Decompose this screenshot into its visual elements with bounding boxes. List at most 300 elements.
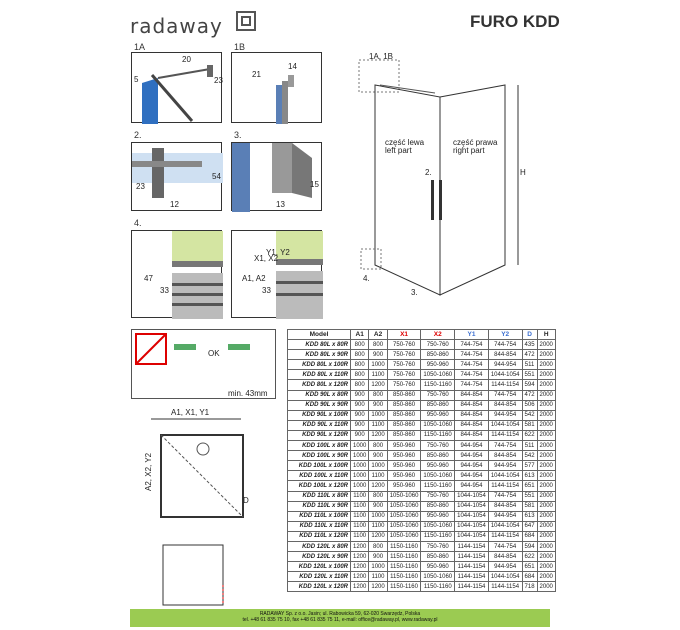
brand-logo-icon xyxy=(236,11,256,31)
table-cell: 1100 xyxy=(369,521,387,531)
table-cell: 744-754 xyxy=(488,390,522,400)
table-cell: 1000 xyxy=(369,511,387,521)
table-cell: 850-860 xyxy=(387,400,421,410)
table-cell: 944-954 xyxy=(488,562,522,572)
table-row xyxy=(288,582,556,592)
table-cell: 581 xyxy=(522,501,537,511)
table-cell: KDD 100L x 90R xyxy=(288,451,351,461)
table-cell: 750-760 xyxy=(387,340,421,350)
footer-bar xyxy=(130,609,550,627)
main-callout-1: 1A, 1B xyxy=(369,52,394,61)
table-cell: 750-760 xyxy=(421,390,455,400)
col-x2: X2 xyxy=(421,330,455,340)
table-cell: KDD 120L x 90R xyxy=(288,552,351,562)
table-cell: 1100 xyxy=(369,420,387,430)
table-header-row xyxy=(288,330,556,340)
table-cell: 744-754 xyxy=(488,441,522,451)
table-cell: 900 xyxy=(369,552,387,562)
table-cell: 750-760 xyxy=(421,541,455,551)
dimensions-table xyxy=(287,329,556,592)
table-cell: 1050-1060 xyxy=(387,511,421,521)
table-row xyxy=(288,461,556,471)
table-cell: 850-860 xyxy=(387,390,421,400)
table-cell: 2000 xyxy=(537,511,555,521)
table-cell: 551 xyxy=(522,370,537,380)
main-right-part-line2: right part xyxy=(453,146,485,155)
table-cell: 744-754 xyxy=(455,360,489,370)
table-cell: 944-954 xyxy=(455,461,489,471)
table-cell: 1200 xyxy=(351,562,369,572)
table-cell: 2000 xyxy=(537,531,555,541)
table-cell: 1144-1154 xyxy=(455,541,489,551)
table-cell: 1000 xyxy=(351,471,369,481)
table-cell: 900 xyxy=(369,400,387,410)
table-cell: KDD 90L x 80R xyxy=(288,390,351,400)
table-cell: 844-854 xyxy=(488,451,522,461)
table-cell: 850-860 xyxy=(421,552,455,562)
table-cell: 577 xyxy=(522,461,537,471)
table-cell: 744-754 xyxy=(455,350,489,360)
table-cell: 800 xyxy=(351,370,369,380)
table-row xyxy=(288,552,556,562)
table-row xyxy=(288,430,556,440)
col-a2: A2 xyxy=(369,330,387,340)
table-cell: 1044-1054 xyxy=(455,511,489,521)
table-row xyxy=(288,340,556,350)
table-cell: KDD 80L x 120R xyxy=(288,380,351,390)
table-cell: 1144-1154 xyxy=(455,562,489,572)
detail-4-dim-2: 33 xyxy=(160,286,169,295)
table-cell: 750-760 xyxy=(387,360,421,370)
table-cell: 1150-1160 xyxy=(387,541,421,551)
table-cell: 1144-1154 xyxy=(488,481,522,491)
detail-4-drawing xyxy=(132,231,223,319)
table-cell: 651 xyxy=(522,562,537,572)
main-h-label: H xyxy=(520,168,526,177)
table-cell: 1050-1060 xyxy=(421,420,455,430)
table-cell: 944-954 xyxy=(488,360,522,370)
table-cell: 2000 xyxy=(537,390,555,400)
table-cell: 2000 xyxy=(537,410,555,420)
table-cell: 1050-1060 xyxy=(387,531,421,541)
table-cell: 2000 xyxy=(537,521,555,531)
detail-1a-drawing xyxy=(132,53,223,124)
table-row xyxy=(288,531,556,541)
table-cell: 651 xyxy=(522,481,537,491)
table-cell: 506 xyxy=(522,400,537,410)
table-cell: 900 xyxy=(351,390,369,400)
table-cell: 744-754 xyxy=(488,491,522,501)
table-cell: 844-854 xyxy=(455,420,489,430)
table-cell: 1100 xyxy=(351,521,369,531)
table-cell: 750-760 xyxy=(387,380,421,390)
table-cell: 850-860 xyxy=(421,501,455,511)
table-cell: 1044-1054 xyxy=(488,370,522,380)
detail-1b-label: 1B xyxy=(234,42,246,52)
detail-3-label: 3. xyxy=(234,130,242,140)
main-callout-4: 4. xyxy=(363,274,370,283)
table-cell: KDD 80L x 110R xyxy=(288,370,351,380)
table-cell: 551 xyxy=(522,491,537,501)
table-cell: 744-754 xyxy=(488,541,522,551)
table-row xyxy=(288,451,556,461)
table-cell: 950-960 xyxy=(387,461,421,471)
table-cell: 944-954 xyxy=(455,451,489,461)
table-row xyxy=(288,360,556,370)
table-cell: 1100 xyxy=(351,491,369,501)
detail-4-panel xyxy=(131,230,222,318)
table-cell: 1150-1160 xyxy=(387,562,421,572)
table-cell: 800 xyxy=(369,340,387,350)
install-ok-label: OK xyxy=(208,349,220,358)
table-cell: KDD 120L x 110R xyxy=(288,572,351,582)
table-cell: 594 xyxy=(522,541,537,551)
table-cell: 581 xyxy=(522,420,537,430)
table-cell: 2000 xyxy=(537,552,555,562)
plan-side-dims: A2, X2, Y2 xyxy=(144,452,153,491)
table-cell: 1000 xyxy=(369,461,387,471)
table-row xyxy=(288,471,556,481)
table-cell: 542 xyxy=(522,410,537,420)
table-cell: KDD 90L x 110R xyxy=(288,420,351,430)
table-cell: 950-960 xyxy=(421,461,455,471)
table-row xyxy=(288,511,556,521)
table-cell: 800 xyxy=(351,360,369,370)
table-cell: 844-854 xyxy=(488,501,522,511)
table-row xyxy=(288,501,556,511)
table-cell: KDD 80L x 80R xyxy=(288,340,351,350)
detail-3-dim-1: 15 xyxy=(310,180,319,189)
table-cell: 1150-1160 xyxy=(421,481,455,491)
table-cell: 2000 xyxy=(537,451,555,461)
table-cell: 2000 xyxy=(537,380,555,390)
table-cell: KDD 90L x 120R xyxy=(288,430,351,440)
table-cell: 950-960 xyxy=(421,360,455,370)
col-d: D xyxy=(522,330,537,340)
table-cell: KDD 110L x 90R xyxy=(288,501,351,511)
table-cell: 1144-1154 xyxy=(488,531,522,541)
table-cell: 750-760 xyxy=(387,370,421,380)
table-cell: 613 xyxy=(522,471,537,481)
main-right-part-line1: część prawa xyxy=(453,138,498,147)
footer-address: RADAWAY Sp. z o.o. Jasin; ul. Rabowicka 59, 62-020 Swarzędz, Polska xyxy=(259,611,421,617)
detail-4b-panel xyxy=(231,230,322,318)
table-row xyxy=(288,572,556,582)
detail-2-drawing xyxy=(132,143,223,212)
install-warning-drawing xyxy=(132,330,277,400)
table-cell: 1000 xyxy=(351,451,369,461)
table-cell: 1144-1154 xyxy=(488,430,522,440)
col-h: H xyxy=(537,330,555,340)
table-cell: 1150-1160 xyxy=(421,380,455,390)
table-cell: 744-754 xyxy=(488,340,522,350)
table-cell: 944-954 xyxy=(455,441,489,451)
detail-1a-panel xyxy=(131,52,222,123)
footer-contact: tel. +48 61 835 75 10, fax +48 61 835 75 11, e-mail: office@radaway.pl, www.radaway.pl xyxy=(242,617,438,623)
table-cell: 1150-1160 xyxy=(421,531,455,541)
table-cell: 844-854 xyxy=(455,410,489,420)
detail-2-label: 2. xyxy=(134,130,142,140)
table-row xyxy=(288,491,556,501)
table-cell: 511 xyxy=(522,441,537,451)
detail-2-dim-1: 54 xyxy=(212,172,221,181)
table-cell: KDD 110L x 80R xyxy=(288,491,351,501)
plan-top-dims: A1, X1, Y1 xyxy=(171,408,210,417)
table-row xyxy=(288,562,556,572)
table-cell: 1044-1054 xyxy=(455,491,489,501)
table-cell: 800 xyxy=(351,340,369,350)
detail-3-dim-2: 13 xyxy=(276,200,285,209)
detail-2-dim-2: 23 xyxy=(136,182,145,191)
table-cell: 2000 xyxy=(537,400,555,410)
plan-d-label: D xyxy=(243,496,249,505)
table-cell: 2000 xyxy=(537,370,555,380)
table-cell: 2000 xyxy=(537,562,555,572)
table-cell: 1044-1054 xyxy=(488,572,522,582)
detail-1b-dim-1: 14 xyxy=(288,62,297,71)
table-row xyxy=(288,541,556,551)
table-cell: 950-960 xyxy=(421,562,455,572)
table-cell: 1200 xyxy=(351,582,369,592)
table-cell: 850-860 xyxy=(387,420,421,430)
install-min-label: min. 43mm xyxy=(228,389,268,398)
table-cell: 750-760 xyxy=(387,350,421,360)
table-cell: 2000 xyxy=(537,461,555,471)
table-cell: 1200 xyxy=(351,572,369,582)
table-cell: 1050-1060 xyxy=(421,572,455,582)
table-cell: 1000 xyxy=(351,461,369,471)
table-cell: 1150-1160 xyxy=(421,430,455,440)
table-cell: 622 xyxy=(522,552,537,562)
main-left-part-line1: część lewa xyxy=(385,138,425,147)
table-row xyxy=(288,410,556,420)
table-row xyxy=(288,521,556,531)
table-cell: 1100 xyxy=(351,511,369,521)
table-cell: 750-760 xyxy=(421,491,455,501)
table-cell: KDD 80L x 100R xyxy=(288,360,351,370)
detail-4b-dim-1: A1, A2 xyxy=(242,274,266,283)
detail-4b-dim-3: Y1, Y2 xyxy=(266,248,290,257)
table-cell: KDD 110L x 110R xyxy=(288,521,351,531)
table-cell: 2000 xyxy=(537,471,555,481)
detail-1a-dim-1: 20 xyxy=(182,55,191,64)
table-cell: 1044-1054 xyxy=(488,471,522,481)
table-cell: 1144-1154 xyxy=(455,572,489,582)
table-cell: 850-860 xyxy=(387,410,421,420)
table-cell: 844-854 xyxy=(455,430,489,440)
detail-1b-dim-2: 21 xyxy=(252,70,261,79)
detail-1b-drawing xyxy=(232,53,323,124)
col-y1: Y1 xyxy=(455,330,489,340)
table-cell: 900 xyxy=(351,400,369,410)
table-cell: 900 xyxy=(369,451,387,461)
table-row xyxy=(288,400,556,410)
table-cell: 613 xyxy=(522,511,537,521)
table-cell: 647 xyxy=(522,521,537,531)
table-cell: 844-854 xyxy=(455,390,489,400)
table-cell: 844-854 xyxy=(488,552,522,562)
table-cell: 944-954 xyxy=(488,410,522,420)
table-cell: 750-760 xyxy=(421,441,455,451)
main-callout-3: 3. xyxy=(411,288,418,297)
table-cell: 744-754 xyxy=(455,380,489,390)
table-cell: 1050-1060 xyxy=(387,491,421,501)
table-cell: 472 xyxy=(522,390,537,400)
table-cell: 1000 xyxy=(369,562,387,572)
table-cell: KDD 100L x 110R xyxy=(288,471,351,481)
table-cell: 472 xyxy=(522,350,537,360)
table-cell: 1150-1160 xyxy=(387,552,421,562)
install-warning-panel xyxy=(131,329,276,399)
table-row xyxy=(288,380,556,390)
table-cell: 850-860 xyxy=(387,430,421,440)
table-cell: 1150-1160 xyxy=(421,582,455,592)
table-cell: KDD 120L x 100R xyxy=(288,562,351,572)
main-callout-2: 2. xyxy=(425,168,432,177)
table-cell: 1200 xyxy=(369,531,387,541)
table-cell: 844-854 xyxy=(455,400,489,410)
table-cell: KDD 110L x 120R xyxy=(288,531,351,541)
table-cell: 844-854 xyxy=(488,400,522,410)
table-cell: KDD 90L x 100R xyxy=(288,410,351,420)
table-cell: 2000 xyxy=(537,420,555,430)
table-cell: KDD 110L x 100R xyxy=(288,511,351,521)
detail-4-dim-1: 47 xyxy=(144,274,153,283)
table-cell: 944-954 xyxy=(488,511,522,521)
table-cell: 1150-1160 xyxy=(387,582,421,592)
table-cell: 511 xyxy=(522,360,537,370)
table-cell: 800 xyxy=(369,491,387,501)
table-row xyxy=(288,481,556,491)
table-cell: 800 xyxy=(369,541,387,551)
table-cell: 622 xyxy=(522,430,537,440)
table-cell: 594 xyxy=(522,380,537,390)
detail-4b-dim-2: X1, X2 xyxy=(254,254,279,263)
table-cell: 1050-1060 xyxy=(421,521,455,531)
table-cell: 1100 xyxy=(351,531,369,541)
detail-2-panel xyxy=(131,142,222,211)
table-cell: 744-754 xyxy=(455,370,489,380)
table-cell: 800 xyxy=(369,441,387,451)
table-cell: 1144-1154 xyxy=(455,582,489,592)
table-cell: 1000 xyxy=(369,360,387,370)
table-cell: 1044-1054 xyxy=(455,521,489,531)
table-cell: 1050-1060 xyxy=(421,370,455,380)
detail-4-label: 4. xyxy=(134,218,142,228)
table-cell: 1200 xyxy=(351,541,369,551)
detail-1a-dim-2: 5 xyxy=(134,75,139,84)
table-cell: 1100 xyxy=(369,471,387,481)
table-cell: 1200 xyxy=(351,552,369,562)
main-left-part-line2: left part xyxy=(385,146,412,155)
table-cell: 750-760 xyxy=(421,340,455,350)
table-cell: 2000 xyxy=(537,501,555,511)
table-row xyxy=(288,350,556,360)
table-cell: 2000 xyxy=(537,360,555,370)
table-cell: KDD 120L x 80R xyxy=(288,541,351,551)
table-cell: 800 xyxy=(351,350,369,360)
table-cell: 542 xyxy=(522,451,537,461)
table-cell: KDD 100L x 120R xyxy=(288,481,351,491)
col-y2: Y2 xyxy=(488,330,522,340)
table-cell: 1050-1060 xyxy=(387,501,421,511)
table-cell: 1200 xyxy=(369,481,387,491)
table-cell: 950-960 xyxy=(387,451,421,461)
table-cell: KDD 100L x 80R xyxy=(288,441,351,451)
table-row xyxy=(288,441,556,451)
brand-logo-text: radaway xyxy=(130,14,223,38)
col-model: Model xyxy=(288,330,351,340)
table-cell: KDD 90L x 90R xyxy=(288,400,351,410)
table-cell: 1050-1060 xyxy=(421,471,455,481)
table-cell: 950-960 xyxy=(387,471,421,481)
table-cell: 900 xyxy=(369,501,387,511)
table-cell: 944-954 xyxy=(455,481,489,491)
table-cell: 2000 xyxy=(537,350,555,360)
table-cell: 718 xyxy=(522,582,537,592)
table-cell: 950-960 xyxy=(387,441,421,451)
table-cell: 435 xyxy=(522,340,537,350)
table-cell: 1000 xyxy=(369,410,387,420)
table-cell: 1050-1060 xyxy=(387,521,421,531)
col-a1: A1 xyxy=(351,330,369,340)
table-cell: 1200 xyxy=(369,380,387,390)
table-cell: 2000 xyxy=(537,441,555,451)
detail-4b-drawing xyxy=(232,231,323,319)
table-cell: 2000 xyxy=(537,541,555,551)
table-cell: 800 xyxy=(351,380,369,390)
table-cell: 2000 xyxy=(537,491,555,501)
table-cell: 950-960 xyxy=(421,511,455,521)
table-cell: 1044-1054 xyxy=(488,420,522,430)
table-cell: 2000 xyxy=(537,430,555,440)
col-x1: X1 xyxy=(387,330,421,340)
table-cell: 800 xyxy=(369,390,387,400)
table-cell: 1100 xyxy=(369,572,387,582)
table-cell: 850-860 xyxy=(421,350,455,360)
table-cell: 1100 xyxy=(369,370,387,380)
table-cell: 744-754 xyxy=(455,340,489,350)
table-cell: 900 xyxy=(351,410,369,420)
table-cell: 1144-1154 xyxy=(488,380,522,390)
detail-1a-label: 1A xyxy=(134,42,146,52)
table-cell: 1200 xyxy=(369,430,387,440)
detail-1b-panel xyxy=(231,52,322,123)
product-title: FURO KDD xyxy=(470,12,560,31)
table-cell: 1044-1054 xyxy=(455,501,489,511)
table-cell: 1150-1160 xyxy=(387,572,421,582)
table-cell: 900 xyxy=(351,430,369,440)
detail-1a-dim-3: 23 xyxy=(214,76,223,85)
main-enclosure-view xyxy=(355,45,545,310)
table-row xyxy=(288,390,556,400)
table-cell: 2000 xyxy=(537,582,555,592)
table-cell: 850-860 xyxy=(421,400,455,410)
detail-3-drawing xyxy=(232,143,323,212)
table-cell: 844-854 xyxy=(488,350,522,360)
table-cell: 2000 xyxy=(537,481,555,491)
detail-4b-dim-4: 33 xyxy=(262,286,271,295)
table-cell: 2000 xyxy=(537,572,555,582)
table-cell: 684 xyxy=(522,531,537,541)
table-cell: 950-960 xyxy=(387,481,421,491)
table-cell: 900 xyxy=(351,420,369,430)
table-cell: 1044-1054 xyxy=(455,531,489,541)
table-cell: 944-954 xyxy=(455,471,489,481)
table-cell: 1000 xyxy=(351,441,369,451)
table-row xyxy=(288,420,556,430)
table-cell: KDD 100L x 100R xyxy=(288,461,351,471)
